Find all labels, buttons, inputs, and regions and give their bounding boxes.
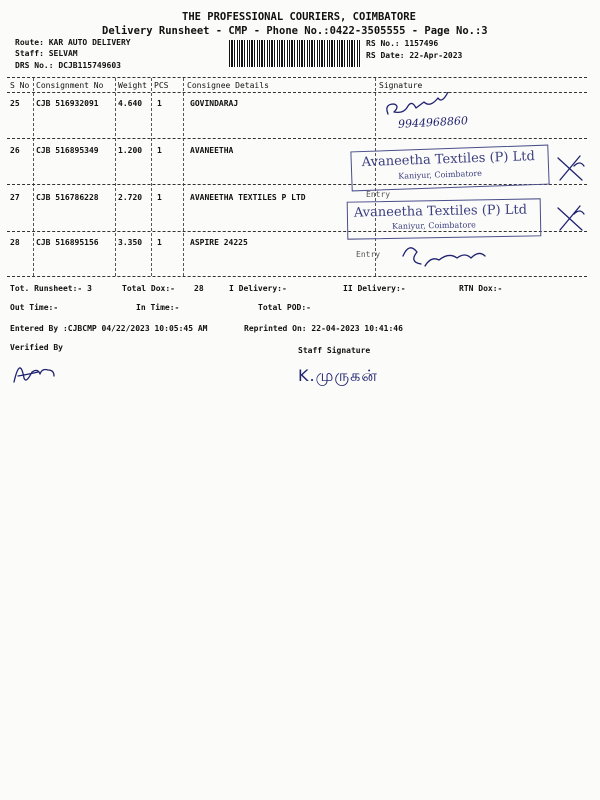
reprinted-on: Reprinted On: 22-04-2023 10:41:46 [244,324,403,333]
col-header-consignee: Consignee Details [187,81,269,90]
total-dox-value: 28 [194,284,204,293]
ii-delivery-label: II Delivery:- [343,284,406,293]
row-weight: 1.200 [118,146,143,155]
col-header-consignment: Consignment No [36,81,104,90]
company-stamp [347,198,542,239]
row-pcs: 1 [157,99,162,108]
row-weight: 4.640 [118,99,143,108]
row-sno: 27 [10,193,20,202]
i-delivery-label: I Delivery:- [229,284,287,293]
staff-handwritten-signature: K.முருகன் [298,366,378,385]
total-runsheet: Tot. Runsheet:- 3 [10,284,92,293]
row-consignment: CJB 516932091 [36,99,99,108]
stamp-place: Kaniyur, Coimbatore [398,168,483,181]
row-consignment: CJB 516895156 [36,238,99,247]
total-pod-label: Total POD:- [258,303,311,312]
row-weight: 2.720 [118,193,143,202]
row-consignee: GOVINDARAJ [190,99,239,108]
divider [7,77,587,78]
row-consignee: AVANEETHA TEXTILES P LTD [190,193,306,202]
stamp-company-name: Avaneetha Textiles (P) Ltd [353,202,528,221]
row-consignment: CJB 516895349 [36,146,99,155]
total-dox-label: Total Dox:- [122,284,175,293]
row-consignment: CJB 516786228 [36,193,99,202]
staff-signature-label: Staff Signature [298,346,371,355]
out-time-label: Out Time:- [10,303,59,312]
column-rule [183,78,184,276]
row-pcs: 1 [157,146,162,155]
runsheet-subtitle: Delivery Runsheet - CMP - Phone No.:0422-3505555 - Page No.:3 [102,25,488,37]
row-weight: 3.350 [118,238,143,247]
row-pcs: 1 [157,238,162,247]
rtn-dox-label: RTN Dox:- [459,284,503,293]
stamp-entry: Entry [366,190,391,199]
stamp-entry: Entry [356,250,381,259]
cross-mark [552,150,588,186]
company-title: THE PROFESSIONAL COURIERS, COIMBATORE [182,11,416,23]
row-consignee: AVANEETHA [190,146,234,155]
col-header-weight: Weight [118,81,147,90]
barcode [229,40,361,67]
staff-label: Staff: SELVAM [15,49,78,58]
col-header-pcs: PCS [154,81,169,90]
stamp-place: Kaniyur, Coimbatore [392,220,476,231]
cross-mark [552,200,588,236]
row-sno: 26 [10,146,20,155]
entered-by: Entered By :CJBCMP 04/22/2023 10:05:45 AM [10,324,208,333]
col-header-sno: S No [10,81,30,90]
row-sno: 28 [10,238,20,247]
stamp-company-name: Avaneetha Textiles (P) Ltd [361,149,536,171]
row-pcs: 1 [157,193,162,202]
verified-by-label: Verified By [10,343,63,352]
rs-number: RS No.: 1157496 [366,39,439,48]
rs-date: RS Date: 22-Apr-2023 [366,51,463,60]
company-stamp [350,145,549,192]
in-time-label: In Time:- [136,303,180,312]
signature-scribble [395,238,505,278]
divider [7,138,587,139]
column-rule [115,78,116,276]
column-rule [151,78,152,276]
drs-number: DRS No.: DCJB115749603 [15,61,121,70]
verifier-signature [8,354,60,388]
col-header-signature: Signature [379,81,423,90]
handwritten-phone: 9944968860 [397,114,469,131]
route-label: Route: KAR AUTO DELIVERY [15,38,131,47]
row-consignee: ASPIRE 24225 [190,238,248,247]
column-rule [33,78,34,276]
row-sno: 25 [10,99,20,108]
